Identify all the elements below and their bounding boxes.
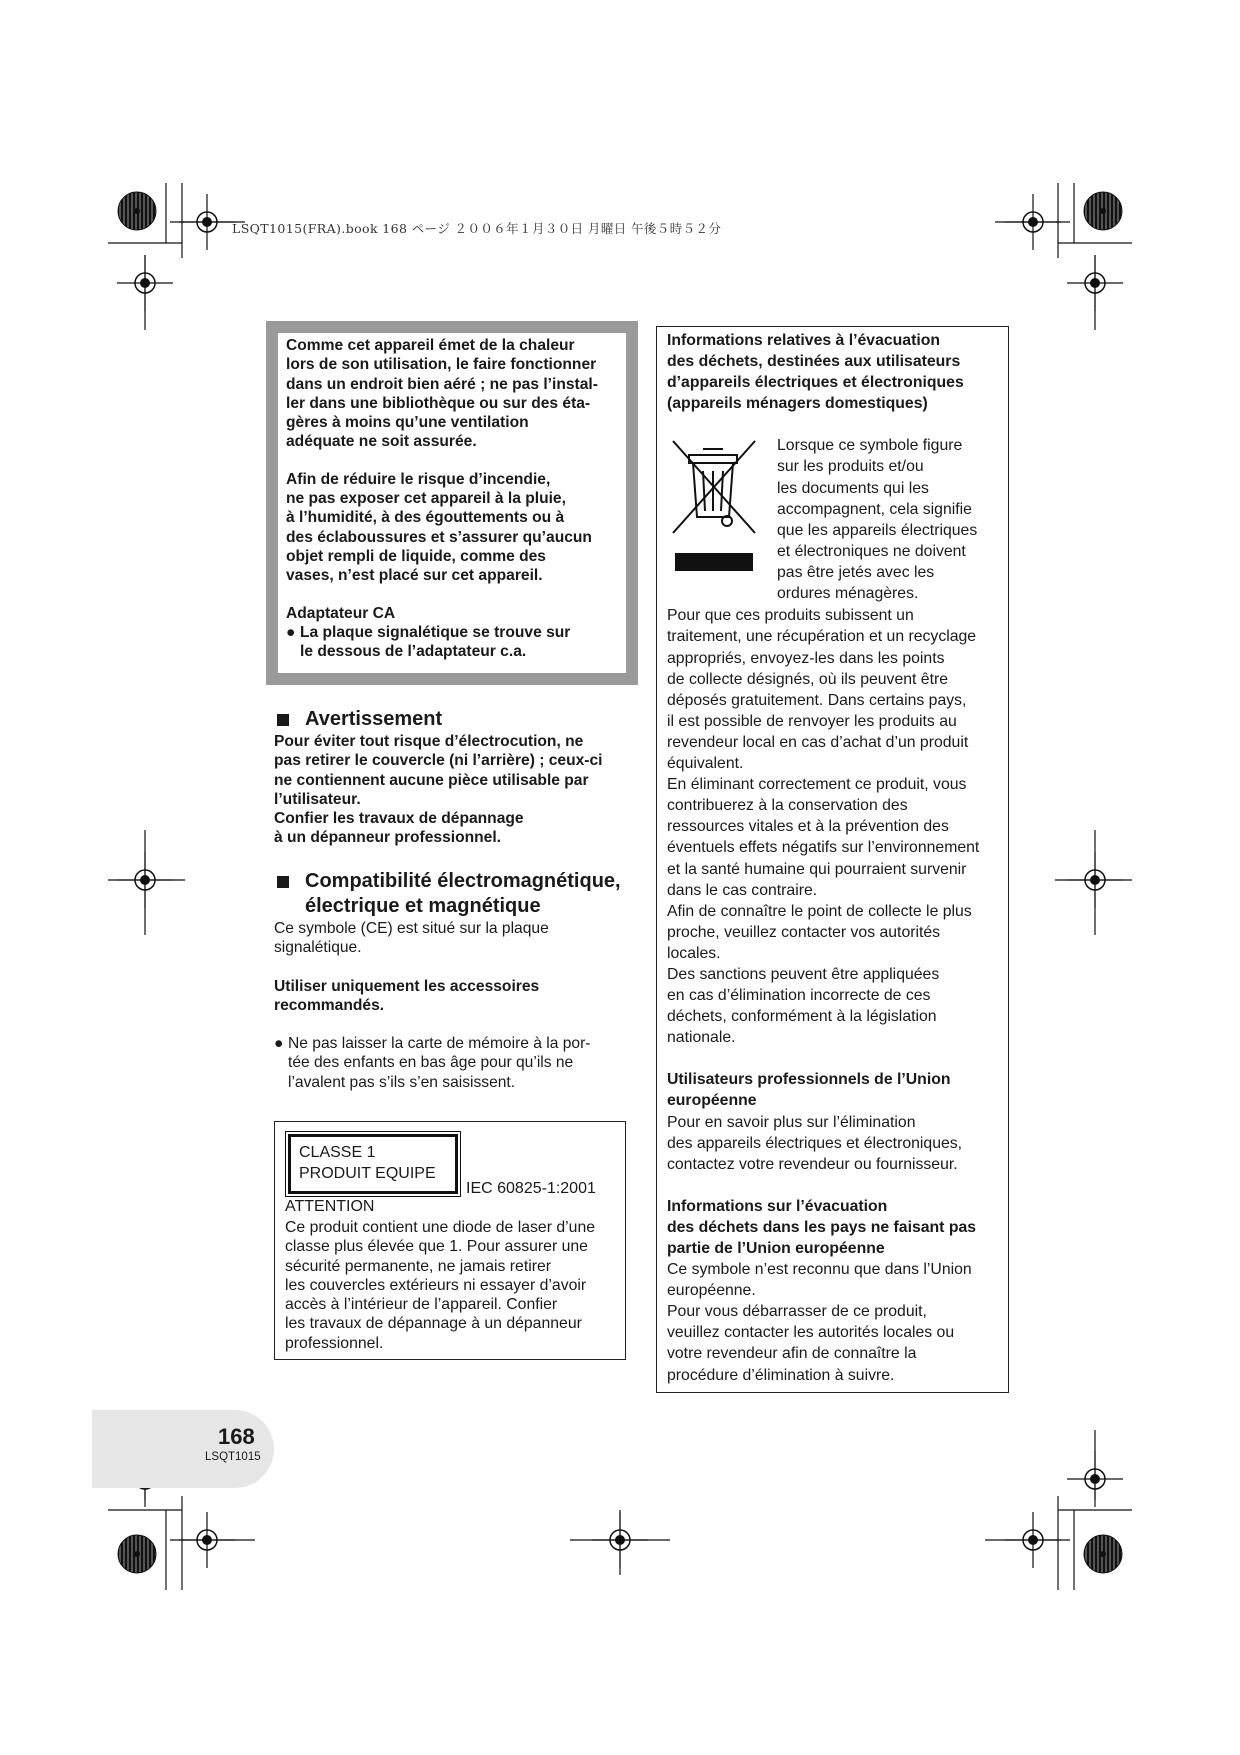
disposal-para-1: Pour que ces produits subissent un traitement, une récupération et un recyclage appropriés, envoyez-les dans les points de collecte désignés, où ils peuvent être déposés gratuitement. Dans certains pays, il est possible de renvoyer les produits au revendeur local en cas d’achat d’un produit équivalent. [667, 607, 977, 773]
ce-text: Ce symbole (CE) est situé sur la plaque signalétique. [274, 920, 549, 957]
laser-class-label: CLASSE 1 PRODUIT EQUIPE [288, 1134, 458, 1194]
disposal-info [667, 330, 1007, 1386]
non-eu-body: Ce symbole n’est reconnu que dans l’Union européenne. Pour vous débarrasser de ce produit, veuillez contacter les autorités locales ou votre revendeur afin de connaître la procédure d’élimination à suivre. [667, 1261, 972, 1384]
fire-risk-notice: Afin de réduire le risque d’incendie, ne pas exposer cet appareil à la pluie, à l’humidité, à des égouttements ou à des éclaboussures et s’assurer qu’aucun objet rempli de liquide, comme des vases, n’est placé sur cet appareil. [286, 470, 592, 585]
disposal-title: Informations relatives à l’évacuation des déchets, destinées aux utilisateurs d’appareils électriques et électroniques (appareils ménagers domestiques) [667, 332, 964, 413]
compat-title: Compatibilité électromagnétique, électrique et magnétique [305, 870, 621, 917]
attention-label: ATTENTION [285, 1198, 375, 1215]
adapter-bullet-item [286, 623, 626, 662]
weee-symbol-text: Lorsque ce symbole figure sur les produits et/ou les documents qui les accompagnent, cela signifie que les appareils électriques et électroniques ne doivent pas être jetés avec les ordures ménagères. [777, 437, 978, 603]
adapter-bullet-text: La plaque signalétique se trouve sur le dessous de l’adaptateur c.a. [300, 623, 571, 661]
pro-users-body: Pour en savoir plus sur l’élimination des appareils électriques et électroniques, contactez votre revendeur ou fournisseur. [667, 1113, 963, 1173]
page-number: 168 [218, 1424, 255, 1449]
non-eu-title: Informations sur l’évacuation des déchets dans les pays ne faisant pas partie de l’Union européenne [667, 1197, 977, 1257]
compat-section [274, 869, 638, 1092]
iec-standard: IEC 60825-1:2001 [466, 1180, 596, 1197]
disposal-para-3: Afin de connaître le point de collecte le plus proche, veuillez contacter vos autorités locales. [667, 902, 972, 962]
card-bullet-item [274, 1034, 638, 1092]
disposal-para-4: Des sanctions peuvent être appliquées en cas d’élimination incorrecte de ces déchets, conformément à la législation nationale. [667, 965, 940, 1047]
warning-section [274, 707, 638, 848]
crossed-bin-icon [667, 435, 777, 605]
adapter-title: Adaptateur CA [286, 604, 396, 622]
weee-symbol-row [667, 435, 1007, 605]
doc-code: LSQT1015 [205, 1451, 261, 1463]
compat-heading [274, 869, 638, 919]
warning-body: Pour éviter tout risque d’électrocution, ne pas retirer le couvercle (ni l’arrière) ; ceux-ci ne contiennent aucune pièce utilisable par l’utilisateur. Confier les travaux de dépannage à un dépanneur professionnel. [274, 733, 603, 847]
bullet-icon: ● [286, 623, 296, 641]
ventilation-notice: Comme cet appareil émet de la chaleur lors de son utilisation, le faire fonctionner dans un endroit bien aéré ; ne pas l’instal- ler dans une bibliothèque ou sur des éta- gères à moins qu’une ventilation adéquate ne soit assurée. [286, 337, 598, 451]
accessories-text: Utiliser uniquement les accessoires recommandés. [274, 977, 540, 1014]
laser-body-text: Ce produit contient une diode de laser d’une classe plus élevée que 1. Pour assurer une sécurité permanente, ne jamais retirer les couvercles extérieurs ni essayer d’avoir accès à l’intérieur de l’appareil. Confier les travaux de dépannage à un dépanneur professionnel. [285, 1219, 596, 1352]
card-bullet-text: Ne pas laisser la carte de mémoire à la por- tée des enfants en bas âge pour qu’ils ne l’avalent pas s’ils s’en saisissent. [288, 1035, 591, 1091]
bullet-icon: ● [274, 1035, 284, 1053]
heat-notice [286, 336, 626, 661]
pro-users-title: Utilisateurs professionnels de l’Union européenne [667, 1071, 951, 1110]
section-square-icon [277, 876, 289, 888]
print-header-line: LSQT1015(FRA).book 168 ページ ２００６年１月３０日 月曜日 午後５時５２分 [232, 221, 722, 236]
section-square-icon [277, 714, 289, 726]
warning-heading [274, 707, 638, 732]
warning-title: Avertissement [305, 708, 443, 730]
disposal-para-2: En éliminant correctement ce produit, vous contribuerez à la conservation des ressources vitales et à la prévention des éventuels effets négatifs sur l’environnement et la santé humaine qui pourraient survenir dans le cas contraire. [667, 776, 980, 899]
